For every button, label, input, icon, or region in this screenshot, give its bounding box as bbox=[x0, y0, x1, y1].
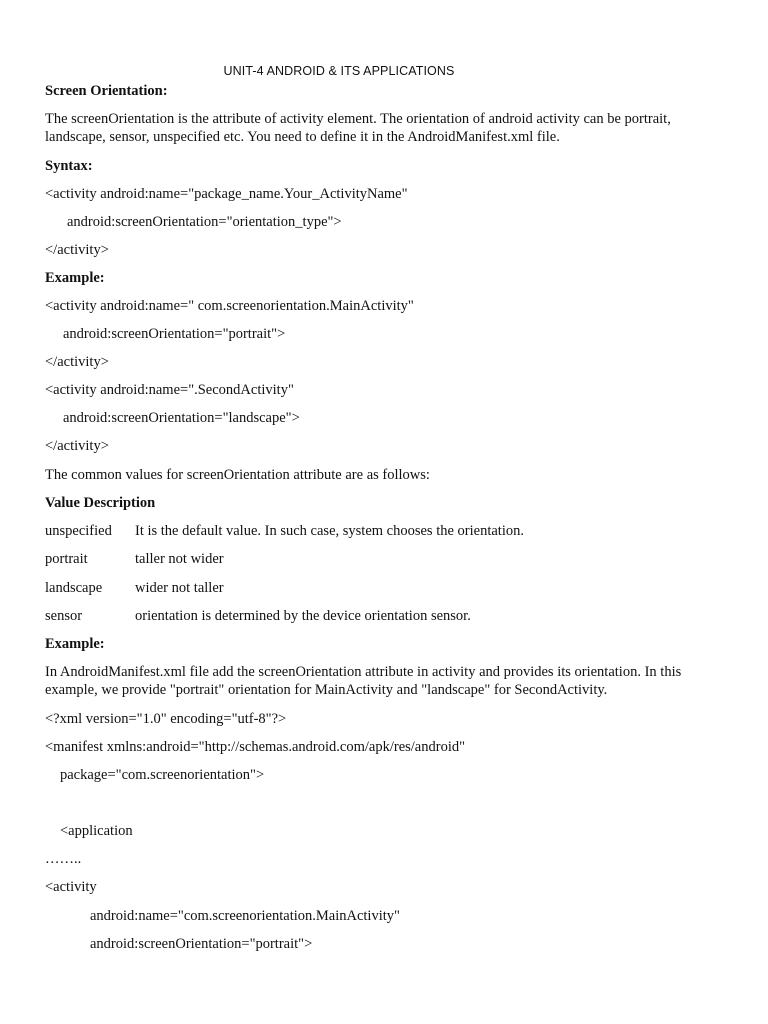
syntax-code-line: </activity> bbox=[45, 242, 109, 258]
values-intro: The common values for screenOrientation attribute are as follows: bbox=[45, 467, 430, 483]
manifest-code-line: <application bbox=[60, 823, 133, 839]
example-code-line: <activity android:name=" com.screenorientation.MainActivity" bbox=[45, 298, 414, 314]
example-code-line: android:screenOrientation="landscape"> bbox=[63, 410, 300, 426]
value-name: landscape bbox=[45, 580, 103, 596]
section-title: Screen Orientation: bbox=[45, 83, 168, 99]
syntax-code-line: <activity android:name="package_name.Your_ActivityName" bbox=[45, 186, 408, 202]
value-description: wider not taller bbox=[135, 580, 224, 596]
page-header: UNIT-4 ANDROID & ITS APPLICATIONS bbox=[223, 64, 455, 78]
manifest-code-line: android:name="com.screenorientation.MainActivity" bbox=[90, 908, 400, 924]
manifest-code-line: android:screenOrientation="portrait"> bbox=[90, 936, 313, 952]
value-name: unspecified bbox=[45, 523, 112, 539]
value-name: portrait bbox=[45, 551, 88, 567]
value-description: orientation is determined by the device orientation sensor. bbox=[135, 608, 471, 624]
example-heading: Example: bbox=[45, 636, 105, 652]
manifest-code-line: <activity bbox=[45, 879, 97, 895]
example-code-line: <activity android:name=".SecondActivity" bbox=[45, 382, 294, 398]
example-code-line: </activity> bbox=[45, 354, 109, 370]
manifest-code-line: …….. bbox=[45, 851, 82, 867]
intro-paragraph: The screenOrientation is the attribute of activity element. The orientation of android activity can be portrait, landscape, sensor, unspecified etc. You need to define it in the AndroidManifest.xml file. bbox=[45, 111, 671, 145]
manifest-code-line: <manifest xmlns:android="http://schemas.android.com/apk/res/android" bbox=[45, 739, 466, 755]
values-table-header: Value Description bbox=[45, 495, 156, 511]
example-code-line: android:screenOrientation="portrait"> bbox=[63, 326, 286, 342]
example-code-line: </activity> bbox=[45, 438, 109, 454]
syntax-code-line: android:screenOrientation="orientation_type"> bbox=[67, 214, 342, 230]
manifest-code-line: <?xml version="1.0" encoding="utf-8"?> bbox=[45, 711, 287, 727]
example-paragraph: In AndroidManifest.xml file add the screenOrientation attribute in activity and provides its orientation. In this example, we provide "portrait" orientation for MainActivity and "landscape" for SecondActivity. bbox=[45, 664, 682, 698]
value-name: sensor bbox=[45, 608, 83, 624]
value-description: taller not wider bbox=[135, 551, 224, 567]
syntax-heading: Syntax: bbox=[45, 158, 93, 174]
value-description: It is the default value. In such case, system chooses the orientation. bbox=[135, 523, 524, 539]
example-heading: Example: bbox=[45, 270, 105, 286]
manifest-code-line: package="com.screenorientation"> bbox=[60, 767, 265, 783]
